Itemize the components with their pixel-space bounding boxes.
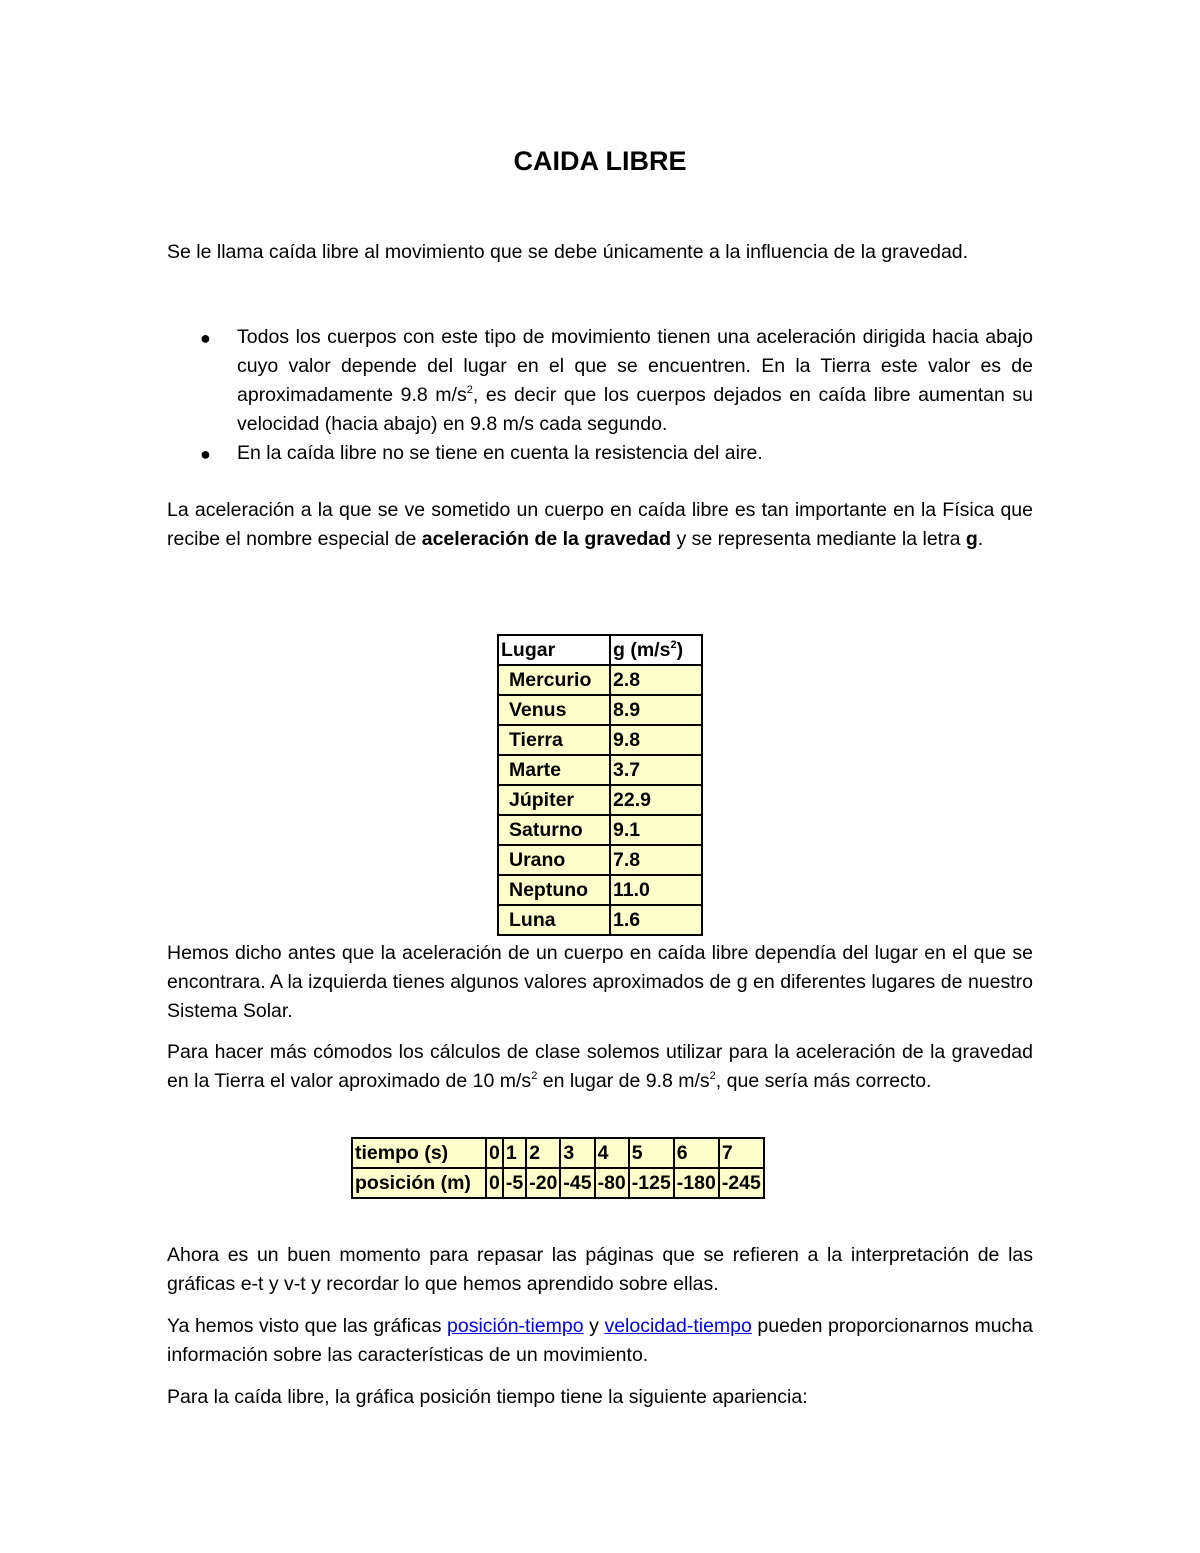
final-paragraph: Para la caída libre, la gráfica posición tiempo tiene la siguiente apariencia: [167, 1386, 808, 1408]
header-g: g $(m/s^2)$ [610, 635, 702, 665]
table-row: Urano 7.8 [498, 845, 702, 875]
gravity-values-table [497, 634, 703, 936]
table-row: Neptuno 11.0 [498, 875, 702, 905]
table-row: Venus 8.9 [498, 695, 702, 725]
header-place: Lugar [498, 635, 610, 665]
bullet-list [167, 323, 1033, 468]
table-row-time: tiempo (s) 0 1 2 3 4 5 6 7 [352, 1138, 764, 1168]
bullet-item-acceleration: ● Todos los cuerpos con este tipo de movimiento tienen una aceleración dirigida hacia abajo cuyo valor depende del lugar en el que se encuentren. En la Tierra este valor es de aproximadamente 9.8 $m/s^2$, es decir que los cuerpos dejados en caída libre aumentan su velocidad (hacia abajo) en 9.8 m/s cada segundo. [200, 326, 1033, 435]
table-row: Mercurio 2.8 [498, 665, 702, 695]
table-row: Luna 1.6 [498, 905, 702, 935]
bullet-icon: ● [200, 328, 211, 348]
graphs-paragraph: Ya hemos visto que las gráficas posición-tiempo y velocidad-tiempo pueden proporcionarnos mucha información sobre las características de un movimiento. [167, 1315, 1033, 1366]
table-row: Marte 3.7 [498, 755, 702, 785]
table-row-position: posición (m) 0 -5 -20 -45 -80 -125 -180 -245 [352, 1168, 764, 1198]
velocity-time-link[interactable]: velocidad-tiempo [604, 1315, 752, 1337]
review-paragraph: Ahora es un buen momento para repasar las páginas que se refieren a la interpretación de las gráficas e-t y v-t y recordar lo que hemos aprendido sobre ellas. [167, 1244, 1033, 1295]
table-header-row [498, 635, 702, 665]
table-row: Júpiter 22.9 [498, 785, 702, 815]
table-row: Tierra 9.8 [498, 725, 702, 755]
page-title: CAIDA LIBRE [513, 146, 687, 176]
intro-paragraph: Se le llama caída libre al movimiento que se debe únicamente a la influencia de la gravedad. [167, 241, 969, 263]
gravity-acceleration-paragraph: La aceleración a la que se ve sometido un cuerpo en caída libre es tan importante en la Física que recibe el nombre especial de aceleración de la gravedad y se representa mediante la letra g. [167, 499, 1033, 550]
bullet-item-air-resistance: ● En la caída libre no se tiene en cuenta la resistencia del aire. [200, 442, 763, 464]
position-time-link[interactable]: posición-tiempo [447, 1315, 584, 1337]
bullet-icon: ● [200, 444, 211, 464]
time-position-table [351, 1137, 765, 1199]
position-label: posición (m) [352, 1168, 486, 1198]
approximation-paragraph: Para hacer más cómodos los cálculos de clase solemos utilizar para la aceleración de la gravedad en la Tierra el valor aproximado de 10 $m/s^2$ en lugar de 9.8 $m/s^2$, que sería más correcto. [167, 1041, 1033, 1092]
table-row: Saturno 9.1 [498, 815, 702, 845]
time-label: tiempo (s) [352, 1138, 486, 1168]
g-values-paragraph: Hemos dicho antes que la aceleración de un cuerpo en caída libre dependía del lugar en el que se encontrara. A la izquierda tienes algunos valores aproximados de g en diferentes lugares de nuestro Sistema Solar. [167, 942, 1033, 1022]
